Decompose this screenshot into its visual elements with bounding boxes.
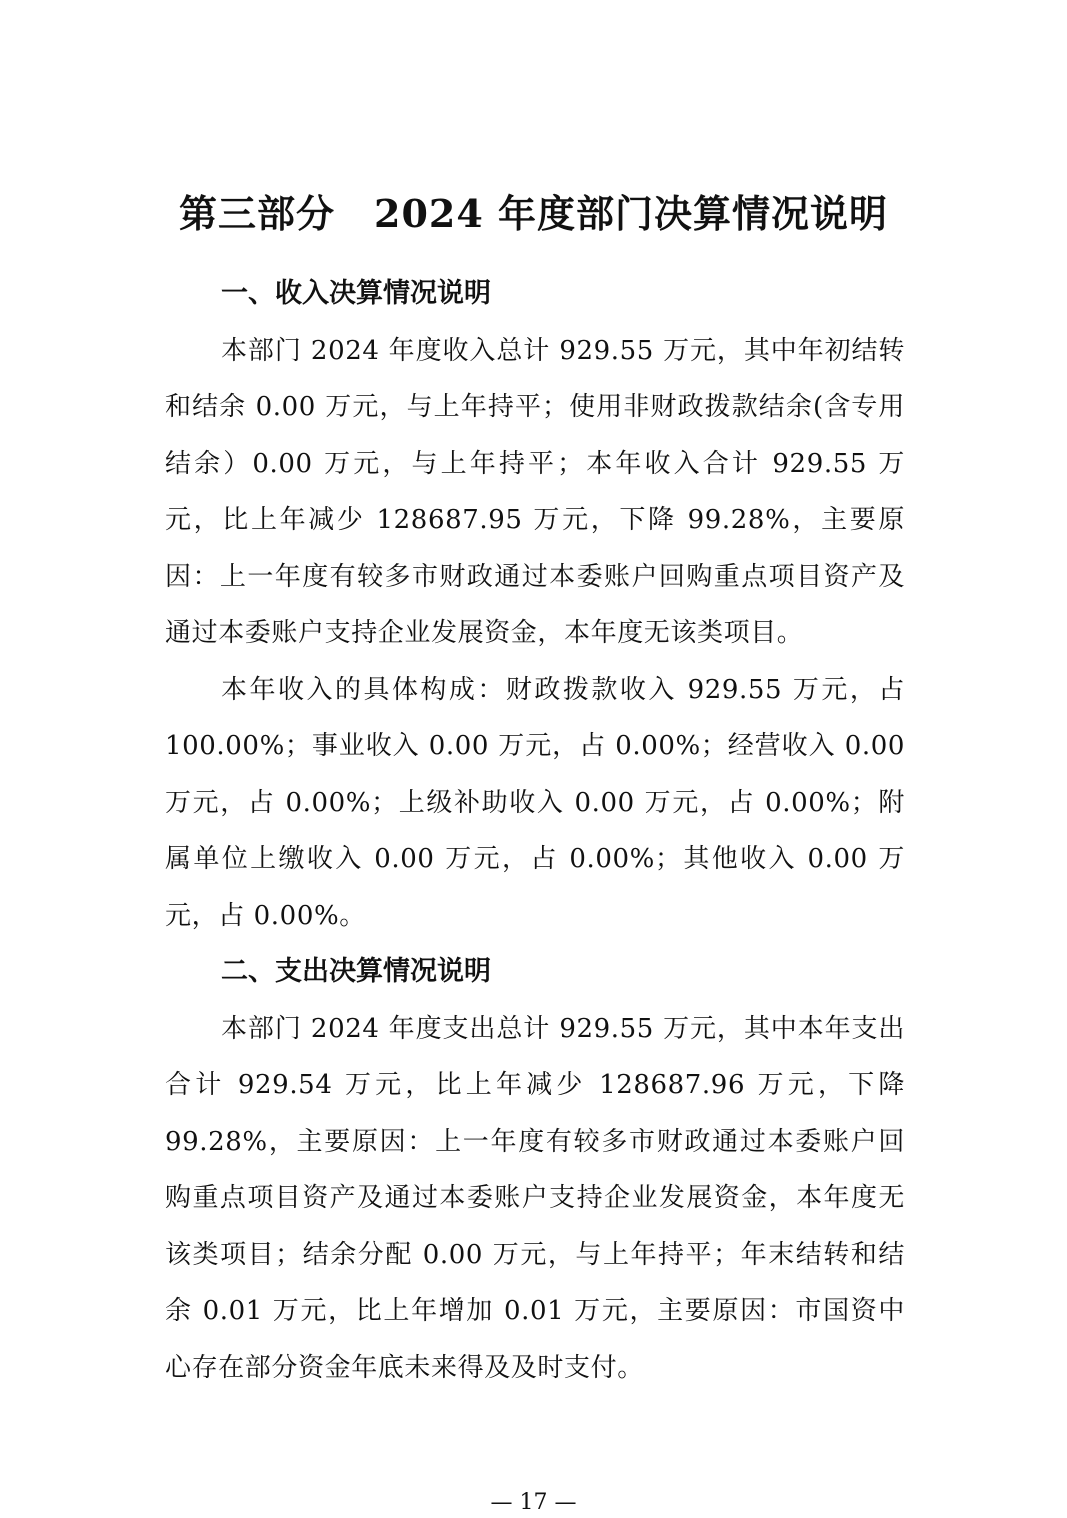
section-heading-expenditure: 二、支出决算情况说明 (221, 956, 491, 987)
section-expenditure (165, 944, 905, 1396)
page-title: 第三部分 2024 年度部门决算情况说明 (179, 191, 888, 236)
page-number: — 17 — (490, 1490, 577, 1515)
document-body (165, 266, 905, 1396)
income-paragraph-summary: 本部门 2024 年度收入总计 929.55 万元，其中年初结转和结余 0.00 万元，与上年持平；使用非财政拨款结余(含专用结余）0.00 万元，与上年持平；本年收入合计 929.55 万元，比上年减少 128687.95 万元，下降 99.28%，主要原因：上一年度有较多市财政通过本委账户回购重点项目资产及通过本委账户支持企业发展资金，本年度无该类项目。 (165, 335, 905, 648)
section-income (165, 266, 905, 944)
expenditure-paragraph-summary: 本部门 2024 年度支出总计 929.55 万元，其中本年支出合计 929.54 万元，比上年减少 128687.96 万元，下降 99.28%，主要原因：上一年度有较多市财政通过本委账户回购重点项目资产及通过本委账户支持企业发展资金，本年度无该类项目；结余分配 0.00 万元，与上年持平；年末结转和结余 0.01 万元，比上年增加 0.01 万元，主要原因：市国资中心存在部分资金年底未来得及及时支付。 (165, 1013, 905, 1383)
section-heading-income: 一、收入决算情况说明 (221, 278, 491, 309)
income-paragraph-composition: 本年收入的具体构成：财政拨款收入 929.55 万元，占 100.00%；事业收入 0.00 万元，占 0.00%；经营收入 0.00 万元，占 0.00%；上级补助收入 0.00 万元，占 0.00%；附属单位上缴收入 0.00 万元，占 0.00%；其他收入 0.00 万元，占 0.00%。 (165, 674, 905, 931)
